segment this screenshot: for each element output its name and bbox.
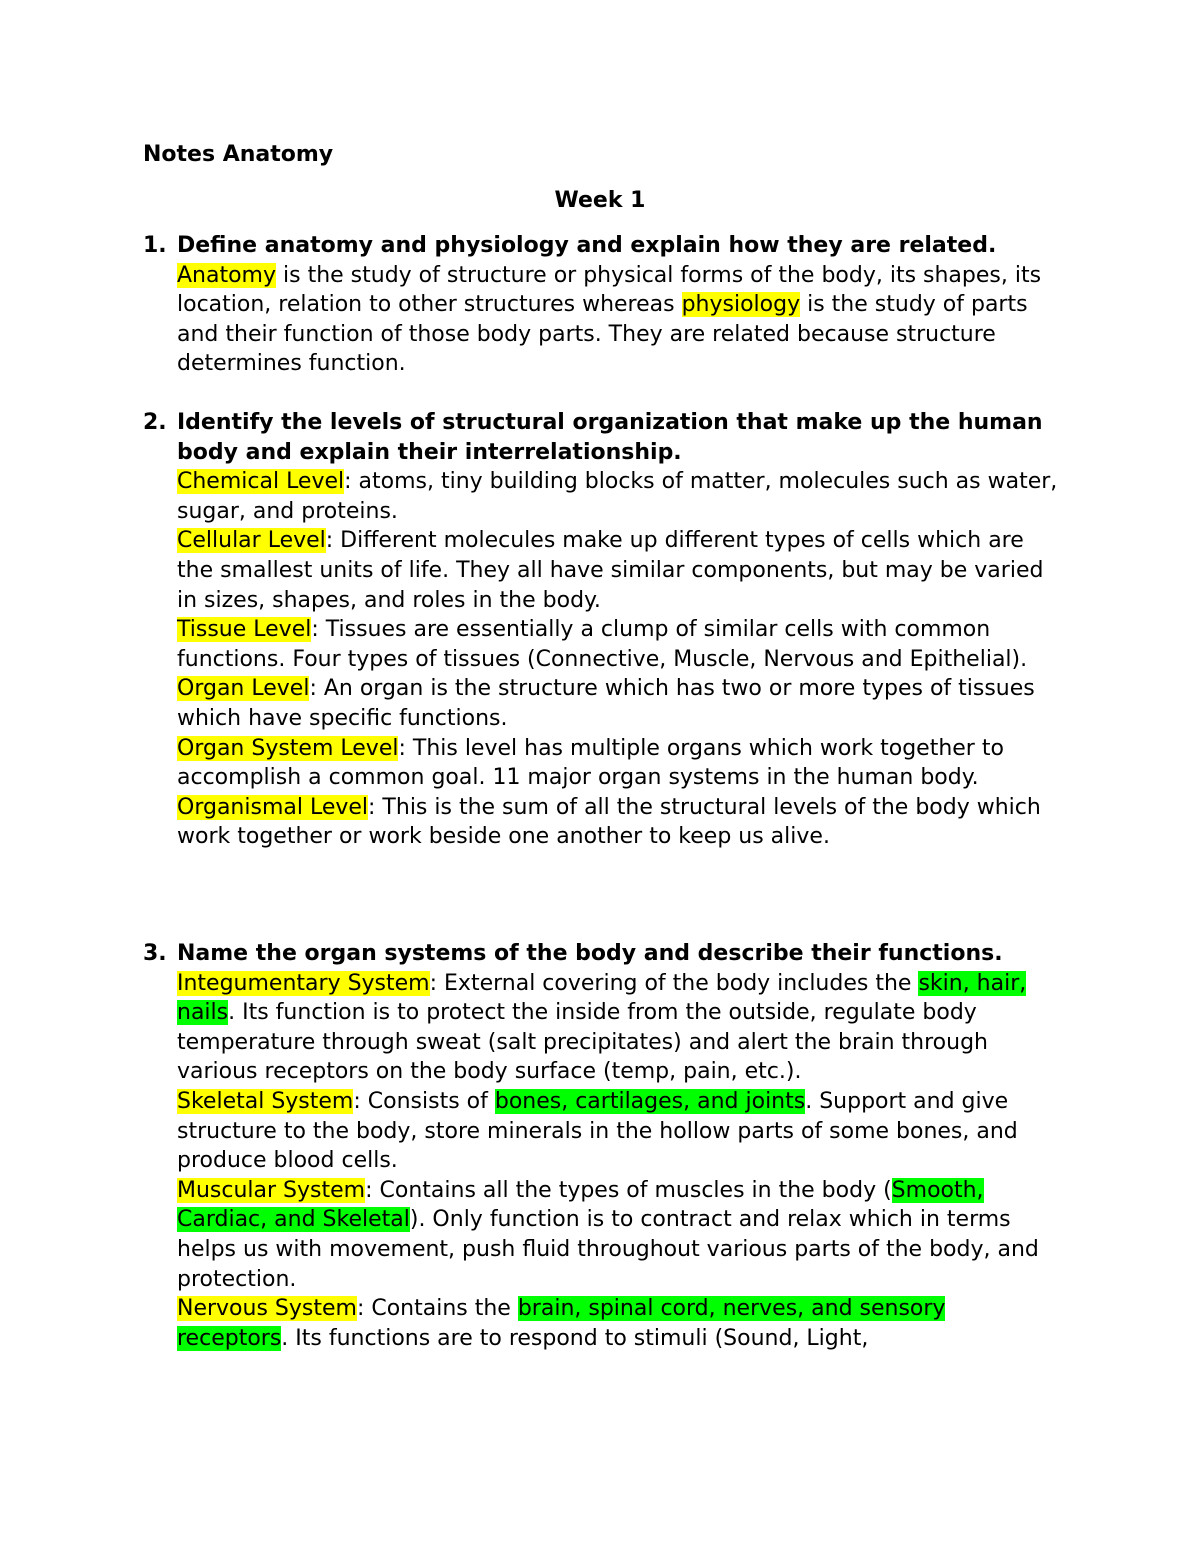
- term-highlight: Chemical Level: [177, 469, 345, 495]
- question-1: [143, 231, 1063, 379]
- answer-text: is the study of structure or physical forms of the body, its shapes, its location, relation to other structures whereas: [177, 262, 1042, 318]
- level-item: [177, 615, 1063, 674]
- structure-highlight: brain, spinal cord, nerves, and sensory receptors: [177, 1296, 946, 1351]
- term-highlight: physiology: [681, 292, 801, 318]
- system-item: [177, 969, 1063, 1087]
- system-item: [177, 1176, 1063, 1294]
- term-highlight: Organ System Level: [177, 735, 399, 761]
- question-heading: Name the organ systems of the body and describe their functions.: [177, 941, 1003, 966]
- term-highlight: Organismal Level: [177, 794, 369, 820]
- answer-paragraph: [177, 261, 1063, 379]
- question-number: 3.: [143, 941, 167, 966]
- answer-text: is the study of parts and their function of those body parts. They are related because structure determines function.: [177, 292, 1028, 377]
- structure-highlight: bones, cartilages, and joints: [494, 1088, 806, 1114]
- system-text: : External covering of the body includes the: [429, 970, 919, 996]
- level-description: : Different molecules make up different types of cells which are the smallest units of life. They all have similar components, but may be varied in sizes, shapes, and roles in the body.: [177, 528, 1044, 613]
- system-text: . Support and give structure to the body, store minerals in the hollow parts of some bones, and produce blood cells.: [177, 1088, 1018, 1174]
- level-item: [177, 674, 1063, 733]
- week-heading: Week 1: [554, 188, 646, 213]
- document-title: Notes Anatomy: [143, 142, 334, 167]
- question-heading: Identify the levels of structural organization that make up the human body and explain their interrelationship.: [177, 410, 1043, 465]
- term-highlight: Cellular Level: [177, 528, 326, 554]
- term-highlight: Muscular System: [177, 1177, 366, 1203]
- level-item: [177, 734, 1063, 793]
- system-text: : Consists of: [353, 1088, 495, 1114]
- system-item: [177, 1087, 1063, 1176]
- system-text: . Its functions are to respond to stimuli (Sound, Light,: [281, 1325, 869, 1351]
- term-highlight: Anatomy: [177, 262, 277, 288]
- question-number: 1.: [143, 233, 167, 258]
- system-text: ). Only function is to contract and relax which in terms helps us with movement, push fluid throughout various parts of the body, and protection.: [177, 1207, 1039, 1292]
- system-item: [177, 1294, 1063, 1353]
- question-3: [143, 939, 1063, 1353]
- question-number: 2.: [143, 410, 167, 435]
- level-description: : This level has multiple organs which work together to accomplish a common goal. 11 major organ systems in the human body.: [177, 735, 1004, 791]
- question-2: [143, 408, 1063, 852]
- term-highlight: Skeletal System: [177, 1088, 354, 1114]
- term-highlight: Nervous System: [177, 1296, 357, 1322]
- level-description: : atoms, tiny building blocks of matter, molecules such as water, sugar, and proteins.: [177, 469, 1058, 524]
- question-heading: Define anatomy and physiology and explain how they are related.: [177, 233, 997, 258]
- structure-highlight: Smooth, Cardiac, and Skeletal: [177, 1177, 984, 1233]
- system-text: : Contains all the types of muscles in the body (: [365, 1177, 892, 1203]
- system-text: . Its function is to protect the inside from the outside, regulate body temperature through sweat (salt precipitates) and alert the brain through various receptors on the body surface (temp, pain, etc.).: [177, 1000, 988, 1085]
- term-highlight: Tissue Level: [177, 617, 312, 643]
- structure-highlight: skin, hair, nails: [177, 970, 1027, 1026]
- term-highlight: Organ Level: [177, 676, 310, 702]
- level-item: [177, 526, 1063, 615]
- level-description: : An organ is the structure which has two or more types of tissues which have specific functions.: [177, 676, 1035, 731]
- level-description: : This is the sum of all the structural levels of the body which work together or work beside one another to keep us alive.: [177, 794, 1041, 850]
- level-item: [177, 467, 1063, 526]
- level-description: : Tissues are essentially a clump of similar cells with common functions. Four types of tissues (Connective, Muscle, Nervous and Epithelial).: [177, 617, 1028, 672]
- system-text: : Contains the: [356, 1296, 518, 1322]
- level-item: [177, 793, 1063, 852]
- term-highlight: Integumentary System: [177, 970, 430, 996]
